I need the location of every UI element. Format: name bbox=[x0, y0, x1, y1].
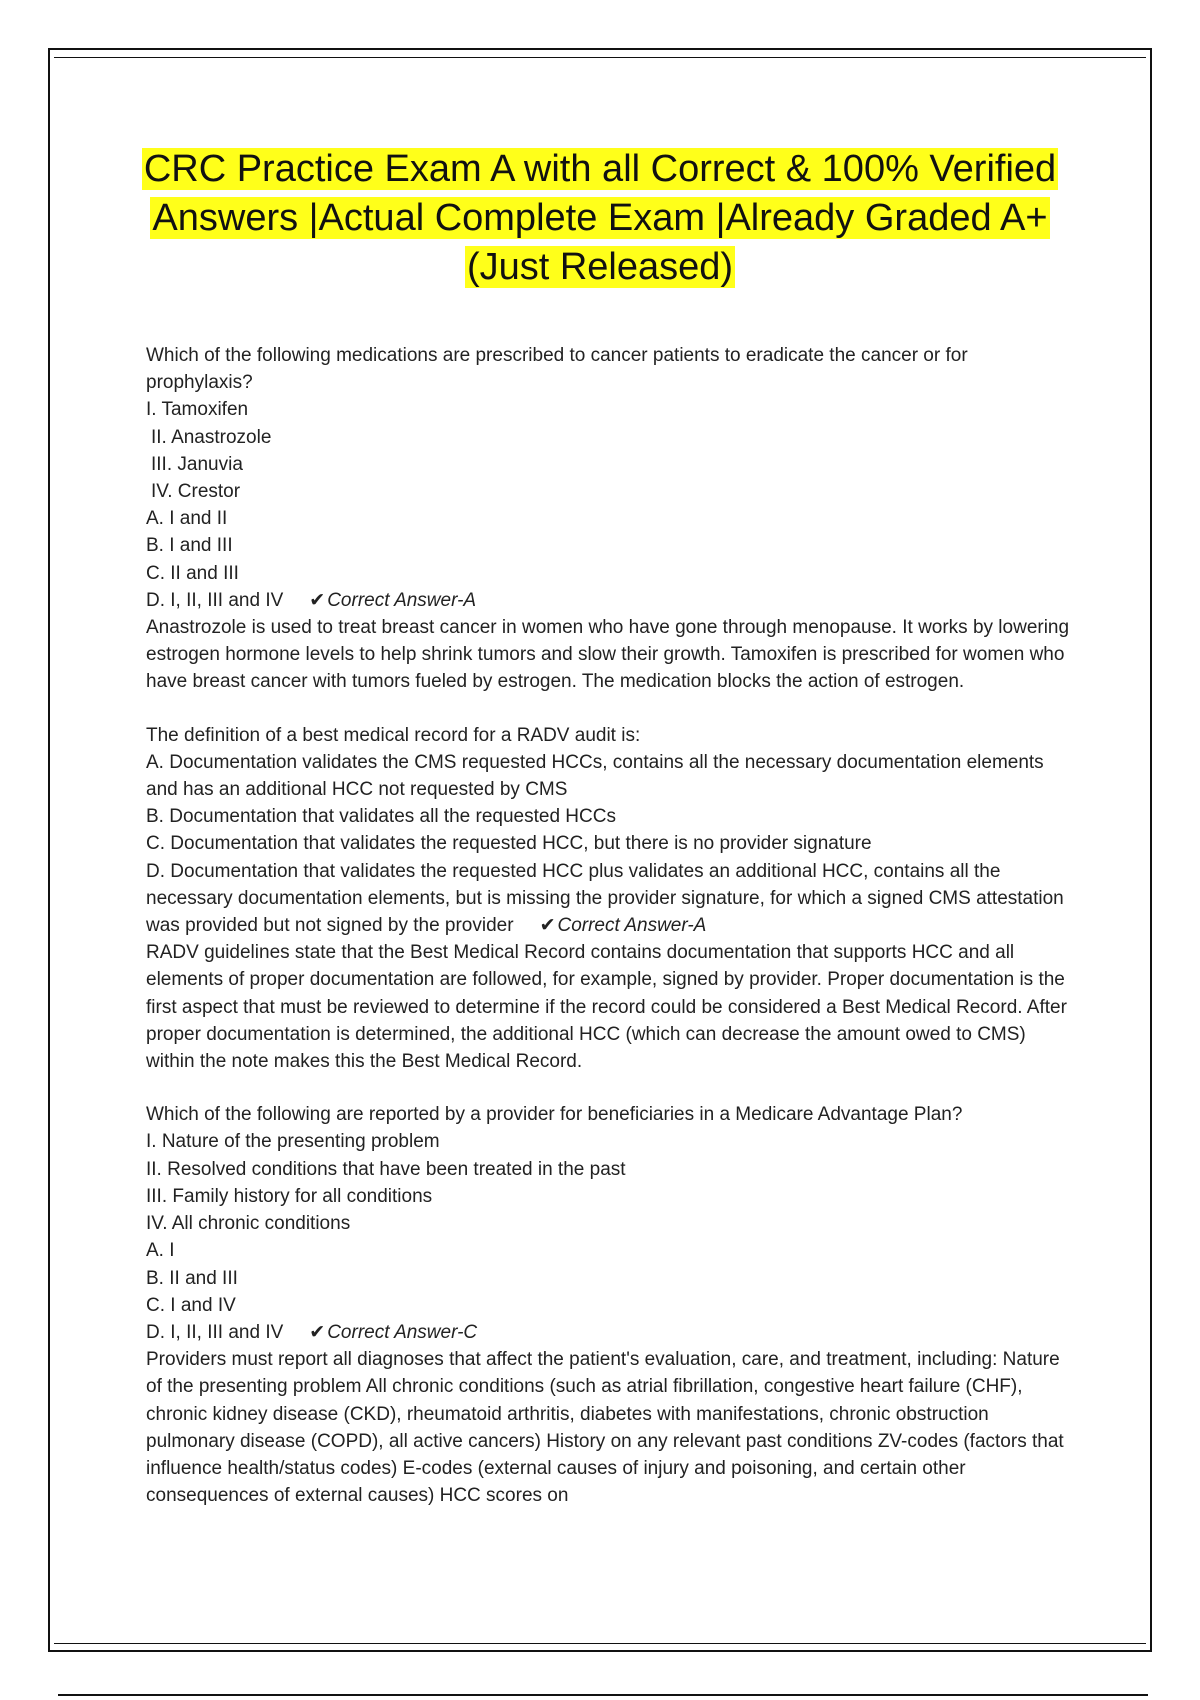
list-item: II. Resolved conditions that have been treated in the past bbox=[146, 1158, 626, 1180]
answer-choice-last bbox=[146, 587, 1076, 614]
question-2 bbox=[146, 722, 1076, 1076]
answer-choice-last bbox=[146, 858, 1076, 940]
question-prompt: The definition of a best medical record for a RADV audit is: bbox=[146, 724, 641, 746]
list-item: IV. All chronic conditions bbox=[146, 1213, 351, 1235]
document-title bbox=[120, 145, 1080, 292]
correct-answer bbox=[309, 1322, 477, 1343]
question-1 bbox=[146, 342, 1076, 696]
correct-answer-text: Correct Answer-A bbox=[327, 589, 477, 611]
answer-choice: C. I and IV bbox=[146, 1294, 236, 1316]
bottom-rule bbox=[54, 1643, 1146, 1644]
question-prompt: Which of the following medications are prescribed to cancer patients to eradicate the cancer or for prophylaxis? bbox=[146, 345, 968, 394]
answer-choice: A. Documentation validates the CMS requested HCCs, contains all the necessary documentation elements and has an additional HCC not requested by CMS bbox=[146, 751, 1044, 801]
exam-content bbox=[146, 342, 1076, 1509]
answer-choice: B. II and III bbox=[146, 1267, 238, 1289]
list-item: I. Nature of the presenting problem bbox=[146, 1131, 440, 1153]
title-line-3: (Just Released) bbox=[466, 246, 734, 288]
question-3 bbox=[146, 1101, 1076, 1509]
spacer bbox=[146, 696, 1076, 722]
answer-choice: C. II and III bbox=[146, 562, 239, 584]
checkmark-icon: ✔ bbox=[309, 589, 326, 611]
answer-choice: B. I and III bbox=[146, 535, 233, 557]
title-line-2: Answers |Actual Complete Exam |Already Graded A+ bbox=[152, 197, 1048, 239]
answer-choice-last bbox=[146, 1319, 1076, 1346]
answer-choice: C. Documentation that validates the requested HCC, but there is no provider signature bbox=[146, 833, 872, 855]
spacer bbox=[146, 1075, 1076, 1101]
list-item: II. Anastrozole bbox=[151, 426, 272, 448]
correct-answer-text: Correct Answer-C bbox=[327, 1321, 478, 1343]
list-item: IV. Crestor bbox=[151, 481, 241, 503]
checkmark-icon: ✔ bbox=[539, 915, 556, 937]
checkmark-icon: ✔ bbox=[309, 1321, 326, 1343]
answer-choice: A. I bbox=[146, 1240, 175, 1262]
footer-rule bbox=[58, 1694, 1148, 1696]
correct-answer bbox=[540, 915, 707, 936]
question-prompt: Which of the following are reported by a provider for beneficiaries in a Medicare Advantage Plan? bbox=[146, 1104, 963, 1126]
title-line-1: CRC Practice Exam A with all Correct & 100% Verified bbox=[143, 148, 1057, 190]
explanation: Providers must report all diagnoses that affect the patient's evaluation, care, and treatment, including: Nature of the presenting problem All chronic conditions (such as atrial fibrillation, congestive heart failure (CHF), chronic kidney disease (CKD), rheumatoid arthritis, diabetes with manifestations, chronic obstruction pulmonary disease (COPD), all active cancers) History on any relevant past conditions ZV-codes (factors that influence health/status codes) E-codes (external causes of injury and poisoning, and certain other consequences of external causes) HCC scores on bbox=[146, 1349, 1064, 1507]
list-item: I. Tamoxifen bbox=[146, 399, 249, 421]
answer-choice: A. I and II bbox=[146, 508, 228, 530]
answer-choice: B. Documentation that validates all the requested HCCs bbox=[146, 806, 616, 828]
explanation: RADV guidelines state that the Best Medical Record contains documentation that supports HCC and all elements of proper documentation are followed, for example, signed by provider. Proper documentation is the first aspect that must be reviewed to determine if the record could be considered a Best Medical Record. After proper documentation is determined, the additional HCC (which can decrease the amount owed to CMS) within the note makes this the Best Medical Record. bbox=[146, 942, 1067, 1073]
choice-text: D. Documentation that validates the requested HCC plus validates an additional HCC, contains all the necessary documentation elements, but is missing the provider signature, for which a signed CMS attestation was provided but not signed by the provider bbox=[146, 860, 1064, 937]
choice-text: D. I, II, III and IV bbox=[146, 1321, 284, 1343]
list-item: III. Januvia bbox=[151, 453, 243, 475]
correct-answer bbox=[309, 590, 476, 611]
top-rule bbox=[54, 57, 1146, 58]
choice-text: D. I, II, III and IV bbox=[146, 589, 284, 611]
list-item: III. Family history for all conditions bbox=[146, 1185, 433, 1207]
correct-answer-text: Correct Answer-A bbox=[557, 915, 707, 937]
explanation: Anastrozole is used to treat breast cancer in women who have gone through menopause. It works by lowering estrogen hormone levels to help shrink tumors and slow their growth. Tamoxifen is prescribed for women who have breast cancer with tumors fueled by estrogen. The medication blocks the action of estrogen. bbox=[146, 617, 1070, 693]
